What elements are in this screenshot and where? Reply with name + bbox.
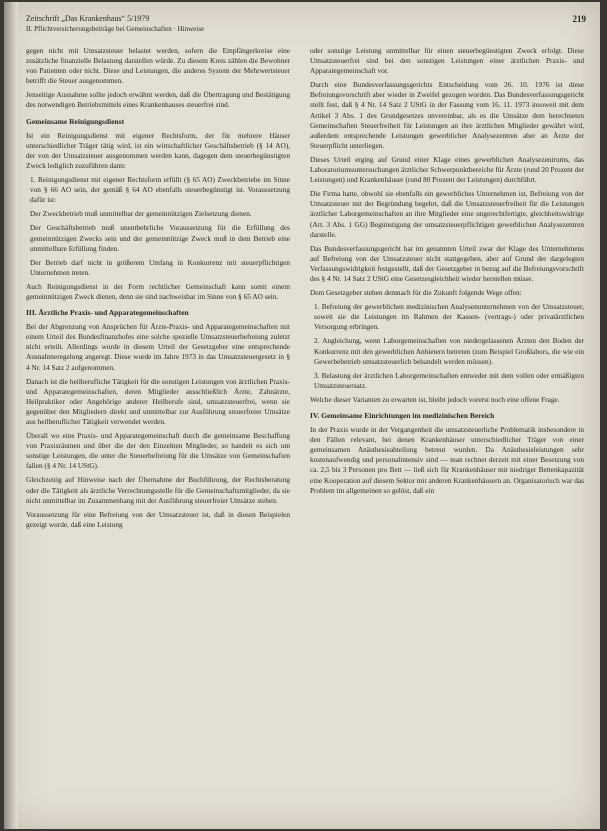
left-column <box>26 46 290 534</box>
body-paragraph: Durch eine Bundesverfassungsgerichts Entscheidung vom 26. 10. 1976 ist diese Befreiungsvorschrift aber wieder in Zweifel gezogen worden. Das Bundesverfassungsgericht stellt fest, daß § 4 Nr. 14 Satz 2 UStG in der Fassung vom 16. 11. 1973 insoweit mit dem Artikel 3 Abs. 1 des Grundgesetzes unvereinbar, als es die Umsätze dem berechneten Gemeinschaften Steuerfreiheit für Leistungen an ihre ärztlichen Mitglieder gewährt wird, außerdem entsprechende Leistungen gewerblicher Analysezentren aber an Ärzte der Steuerpflicht unterliegen. <box>310 80 584 150</box>
section-heading: IV. Gemeinsame Einrichtungen im medizinischen Bereich <box>310 411 495 420</box>
body-paragraph: Überall wo eine Praxis- und Apparategemeinschaft durch die gemeinsame Beschaffung von Praxisräumen und über die der den Einzelnen Mitglieder, so handelt es sich um sonstige Leistungen, die unter die Steuerbefreiung für die Umsätze von Gemeinschaften fallen (§ 4 Nr. 14 UStG). <box>26 431 290 471</box>
body-paragraph: In der Praxis wurde in der Vergangenheit die umsatzsteuerliche Problematik insbesondere in den Fällen relevant, bei denen Krankenhäuser unterschiedlicher Träger von einer gemeinsamen Anästhesieabteilung betreut wurden. Da Anästhesieleistungen sehr kostenaufwendig und personalintensiv sind — man rechnet derzeit mit einer Besetzung von ca. 2,5 bis 3 Personen pro Bett — ließ sich für Krankenhäuser mit niedriger Bettenkapazität eine Kooperation auf diesem Sektor mit anderen Krankenhäusern an. Organisatorisch war das Problem im allgemeinen so gelöst, daß ein <box>310 425 584 495</box>
body-paragraph: gegen nicht mit Umsatzsteuer belastet werden, sofern die Empfängerkreise eine zusätzliche finanzielle Belastung darstellen würde. Zu diesem Kreis zählen die Bewohner von Patienten oder nicht. Diese und Leistungen, die anderes System der Mehrwertsteuer betrifft die Steuer ausgenommen. <box>26 46 290 86</box>
list-paragraph: 3. Belastung der ärztlichen Laborgemeinschaften entweder mit dem vollen oder ermäßigten Umsatzsteuersatz. <box>314 370 584 390</box>
body-paragraph: Auch Reinigungsdienst in der Form rechtlicher Gemeinschaft kann somit einem gemeinnützigen Zweck dienen, denn sie sind nachweisbar im Sinne von § 65 AO sein. <box>26 281 290 301</box>
list-paragraph: 2. Angleichung, wenn Laborgemeinschaften von niedergelassenen Ärzten den Boden der Konkurrenz mit den gewerblichen Anbietern betreten (zum Beispiel Großlabors, die wie ein Gewerbebetrieb umsatzsteuerlich behandelt werden müssen). <box>314 336 584 366</box>
body-paragraph: Gleichzeitig auf Hinweise nach der Übernahme der Buchführung, der Rechtsberatung oder die Tätigkeit als ärztliche Verrechnungsstelle für die Gemeinschaftsmitglieder, da sie nicht unmittelbar im Zusammenhang mit der Ausführung steuerfreier Umsätze stehen. <box>26 475 290 505</box>
journal-title: Zeitschrift „Das Krankenhaus“ 5/1979 <box>26 14 150 23</box>
body-paragraph: Bei der Abgrenzung von Ansprüchen für Ärzte-Praxis- und Apparategemeinschaften mit einem Urteil des Bundesfinanzhofes eine solche spezielle Umsatzsteuerbefreiung zuletzt nicht erteilt. Allerdings wurde in diesem Urteil der Gesetzgeber eine entsprechende Ausnahmeregelung angeregt. Diese wurde im Jahre 1973 in das Umsatzsteuergesetz in § 4 Nr. 14 Satz 2 aufgenommen. <box>26 322 290 372</box>
list-paragraph: Der Zweckbetrieb muß unmittelbar der gemeinnützigen Zielsetzung dienen. <box>30 209 252 219</box>
body-paragraph: Welche dieser Varianten zu erwarten ist, bleibt jedoch vorerst noch eine offene Frage. <box>310 394 560 404</box>
list-paragraph: 1. Befreiung der gewerblichen medizinischen Analysenunternehmen von der Umsatzsteuer, soweit sie die Leistungen im Rahmen der Kassen- (vertrags-) oder privatärztlichen Versorgung erbringen. <box>314 302 584 332</box>
list-paragraph: Der Betrieb darf nicht in größerem Umfang in Konkurrenz mit steuerpflichtigen Unternehmen treten. <box>30 257 290 277</box>
body-paragraph: oder sonstige Leistung unmittelbar für einen steuerbegünstigten Zweck erfolgt. Diese Umsatzsteuerfrei sind bei den sonstigen Leistungen einer ärztlichen Praxis- und Apparategemeinschaft vor. <box>310 46 584 76</box>
body-paragraph: Dem Gesetzgeber stehen demnach für die Zukunft folgende Wege offen: <box>310 288 522 298</box>
body-paragraph: Danach ist die heilberufliche Tätigkeit für die sonstigen Leistungen von ärztlichen Praxis- und Apparategemeinschaften, deren Mitglieder ausschließlich Ärzte, Zahnärzte, Heilpraktiker oder Angehörige anderer Heilberufe sind, umsatzsteuerfrei, wenn sie gegenüber den Mitgliedern direkt und unmittelbar zur Ausführung steuerfreier Umsätze aus heilberuflicher Tätigkeit verwendet werden. <box>26 376 290 426</box>
section-heading: Gemeinsame Reinigungsdienst <box>26 116 125 126</box>
right-column <box>310 46 584 500</box>
body-paragraph: Voraussetzung für eine Befreiung von der Umsatzsteuer ist, daß in diesen Beispielen gezeigt wurde, daß eine Leistung <box>26 509 290 529</box>
running-header <box>26 14 326 34</box>
list-paragraph: Der Geschäftsbetrieb muß unentbehrliche Voraussetzung für die Erfüllung des gemeinnützigen Zwecks sein und der gemeinnützige Zweck muß in dem Betrieb eine unmittelbare Erfüllung finden. <box>30 223 290 253</box>
body-paragraph: Die Firma hatte, obwohl sie ebenfalls ein gewerbliches Unternehmen ist, Befreiung von der Umsatzsteuer mit der Begründung begehrt, daß die Umsatzsteuerfreiheit für die Leistungen ärztlicher Laborgemeinschaften an ihre Mitglieder eine ungerechtfertigte, gleichheitswidrige (Art. 3 Abs. 1 GG) Begünstigung der umsatzsteuerpflichtigen gewerblichen Analysezentren darstelle. <box>310 189 584 239</box>
section-heading: III. Ärztliche Praxis- und Apparategemeinschaften <box>26 308 189 318</box>
page-binding-shadow <box>4 2 18 829</box>
section-subtitle: II. Pflichtversicherungsbeiträge bei Gemeinschaften · Hinweise <box>26 25 205 33</box>
body-paragraph: Ist ein Reinigungsdienst mit eigener Rechtsform, der für mehrere Häuser unterschiedlicher Träger tätig wird, ist ein wirtschaftlicher Geschäftsbetrieb (§ 14 AO), der von der Umsatzsteuer ausgenommen werden kann, dagegen dem steuerbegünstigten Zweck lediglich zuzuführen dann: <box>26 130 290 170</box>
page-number: 219 <box>572 14 586 24</box>
list-paragraph: 1. Reinigungsdienst mit eigener Rechtsform erfüllt (§ 65 AO) Zweckbetriebe im Sinne von § 66 AO sein, der gemäß § 64 AO ebenfalls steuerbegünstigt ist. Voraussetzung dafür ist: <box>30 175 290 205</box>
body-paragraph: Das Bundesverfassungsgericht hat im genannten Urteil zwar der Klage des Unternehmens auf Befreiung von der Umsatzsteuer nicht stattgegeben, aber auf Grund der dargelegten Verfassungswidrigkeit festgestellt, daß der Gesetzgeber in bezug auf die Befreiungsvorschrift des § 4 Nr. 14 Satz 2 UStG eine Gesetzesgleichheit wieder herstellen müsse. <box>310 243 584 283</box>
body-paragraph: Dieses Urteil erging auf Grund einer Klage eines gewerblichen Analysezentrums, das Laboratoriumsuntersuchungen ärztlicher Schwerpunktbereiche für Ärzte (rund 20 Prozent der Leistungen) und Krankenhäuser (rund 80 Prozent der Leistungen) durchführt. <box>310 154 584 185</box>
body-paragraph: Jenseitige Ausnahme sollte jedoch erwähnt werden, daß die Übertragung und Bestätigung des notwendigen Betriebsmittels eines Krankenhauses steuerfrei sind. <box>26 90 290 110</box>
journal-page <box>4 2 600 829</box>
